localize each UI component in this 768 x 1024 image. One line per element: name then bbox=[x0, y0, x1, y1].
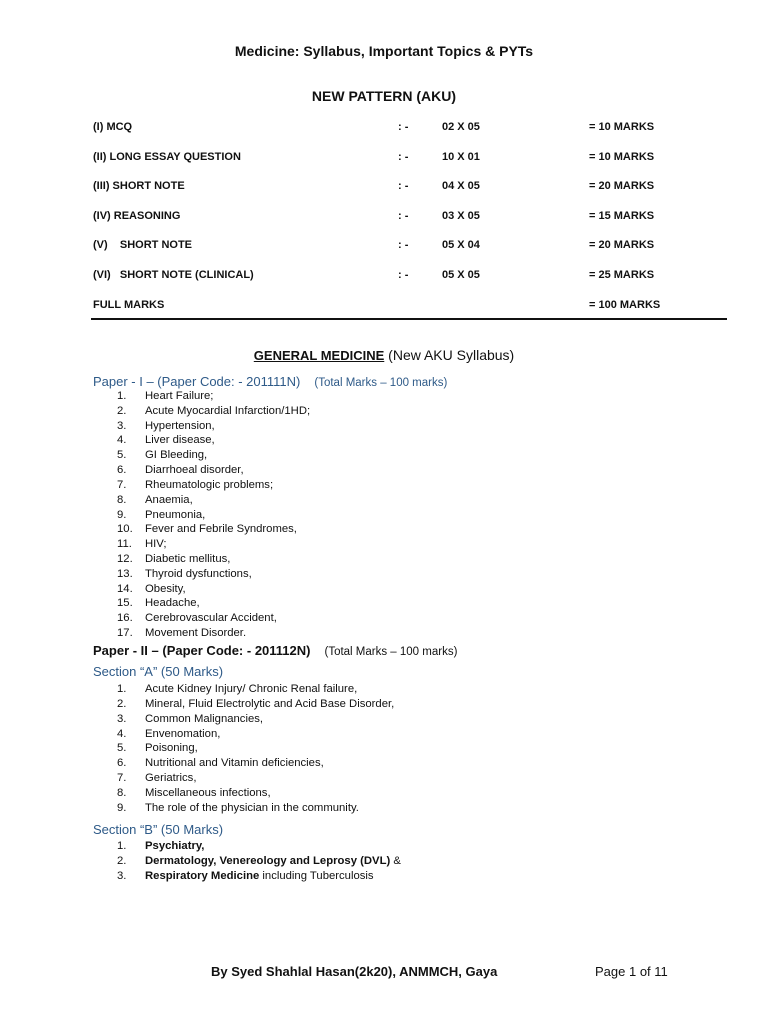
item-number: 3. bbox=[117, 869, 127, 882]
marks-table bbox=[93, 121, 733, 328]
marks-colon: : - bbox=[398, 268, 409, 281]
item-number: 10. bbox=[117, 523, 133, 536]
list-item bbox=[117, 389, 310, 404]
item-number: 9. bbox=[117, 508, 127, 521]
marks-formula: 03 X 05 bbox=[442, 209, 480, 222]
page-number: Page 1 of 11 bbox=[595, 964, 668, 979]
item-number: 1. bbox=[117, 840, 127, 852]
item-text: Cerebrovascular Accident, bbox=[145, 612, 277, 625]
item-text-bold: Psychiatry, bbox=[145, 840, 205, 852]
pattern-title: NEW PATTERN (AKU) bbox=[311, 88, 457, 104]
list-item bbox=[117, 537, 310, 552]
marks-result: = 10 MARKS bbox=[589, 121, 655, 133]
list-item bbox=[117, 463, 310, 478]
marks-colon: : - bbox=[398, 239, 409, 252]
item-number: 3. bbox=[117, 419, 127, 432]
item-text: Thyroid dysfunctions, bbox=[145, 567, 252, 580]
paper2-marks: (Total Marks – 100 marks) bbox=[324, 646, 458, 658]
marks-result: = 25 MARKS bbox=[589, 268, 655, 281]
paper2-title: Paper - II – (Paper Code: - 201112N) bbox=[93, 643, 311, 658]
item-text bbox=[145, 854, 401, 869]
item-text: Nutritional and Vitamin deficiencies, bbox=[145, 757, 324, 770]
general-medicine-heading bbox=[0, 347, 768, 363]
list-item bbox=[117, 433, 310, 448]
marks-result: = 10 MARKS bbox=[589, 150, 655, 163]
horizontal-divider bbox=[91, 318, 727, 320]
marks-formula: 02 X 05 bbox=[442, 121, 480, 133]
marks-row bbox=[93, 180, 733, 210]
item-number: 2. bbox=[117, 697, 127, 710]
marks-label: FULL MARKS bbox=[93, 298, 165, 311]
marks-result: = 15 MARKS bbox=[589, 209, 655, 222]
marks-total-row bbox=[93, 299, 733, 329]
marks-row bbox=[93, 121, 733, 151]
item-number: 7. bbox=[117, 478, 127, 491]
marks-result: = 20 MARKS bbox=[589, 180, 655, 193]
list-item bbox=[117, 801, 394, 816]
list-item bbox=[117, 596, 310, 611]
item-number: 2. bbox=[117, 404, 127, 417]
item-number: 15. bbox=[117, 597, 133, 610]
item-number: 6. bbox=[117, 757, 127, 770]
list-item bbox=[117, 712, 394, 727]
item-text: Diabetic mellitus, bbox=[145, 552, 231, 565]
list-item bbox=[117, 626, 310, 641]
list-item bbox=[117, 552, 310, 567]
item-text: Fever and Febrile Syndromes, bbox=[145, 523, 297, 536]
marks-label: (III) SHORT NOTE bbox=[93, 180, 185, 193]
marks-formula: 04 X 05 bbox=[442, 180, 480, 193]
item-number: 6. bbox=[117, 464, 127, 477]
item-text: Rheumatologic problems; bbox=[145, 478, 274, 491]
item-text: HIV; bbox=[145, 538, 167, 551]
item-number: 12. bbox=[117, 552, 133, 565]
marks-row bbox=[93, 151, 733, 181]
list-item bbox=[117, 771, 394, 786]
item-number: 5. bbox=[117, 742, 127, 755]
marks-label: (V) SHORT NOTE bbox=[93, 239, 192, 252]
list-item bbox=[117, 869, 401, 884]
general-medicine-title: GENERAL MEDICINE bbox=[253, 348, 385, 363]
item-text: Miscellaneous infections, bbox=[145, 786, 271, 799]
section-a-topic-list bbox=[117, 682, 394, 816]
item-text: Acute Myocardial Infarction/1HD; bbox=[145, 404, 311, 417]
section-b-topic-list bbox=[117, 839, 401, 884]
paper1-topic-list bbox=[117, 389, 310, 641]
list-item bbox=[117, 419, 310, 434]
item-number: 4. bbox=[117, 727, 127, 740]
item-text-bold: Dermatology, Venereology and Leprosy (DVL) bbox=[145, 854, 391, 867]
marks-formula: 05 X 05 bbox=[442, 268, 480, 281]
item-number: 2. bbox=[117, 854, 127, 867]
item-text: Envenomation, bbox=[145, 727, 221, 740]
list-item bbox=[117, 611, 310, 626]
marks-colon: : - bbox=[398, 150, 409, 163]
item-text: Heart Failure; bbox=[145, 390, 214, 402]
marks-label: (II) LONG ESSAY QUESTION bbox=[93, 150, 241, 163]
item-number: 17. bbox=[117, 627, 133, 639]
item-number: 1. bbox=[117, 390, 127, 402]
item-text: GI Bleeding, bbox=[145, 449, 208, 462]
list-item bbox=[117, 839, 401, 854]
paper1-marks: (Total Marks – 100 marks) bbox=[314, 377, 448, 389]
general-medicine-suffix: (New AKU Syllabus) bbox=[384, 347, 515, 363]
document-title: Medicine: Syllabus, Important Topics & PYTs bbox=[234, 43, 534, 59]
item-text: Common Malignancies, bbox=[145, 712, 264, 725]
item-text bbox=[145, 839, 204, 854]
list-item bbox=[117, 448, 310, 463]
item-number: 5. bbox=[117, 449, 127, 462]
marks-colon: : - bbox=[398, 121, 409, 133]
item-number: 8. bbox=[117, 786, 127, 799]
item-number: 14. bbox=[117, 582, 133, 595]
section-a-heading: Section “A” (50 Marks) bbox=[93, 664, 224, 679]
list-item bbox=[117, 786, 394, 801]
list-item bbox=[117, 404, 310, 419]
list-item bbox=[117, 682, 394, 697]
marks-formula: 10 X 01 bbox=[442, 150, 480, 163]
paper1-heading bbox=[93, 374, 447, 389]
item-number: 1. bbox=[117, 683, 127, 695]
marks-row bbox=[93, 239, 733, 269]
marks-label: (VI) SHORT NOTE (CLINICAL) bbox=[93, 268, 254, 281]
item-text: Mineral, Fluid Electrolytic and Acid Base Disorder, bbox=[145, 697, 395, 710]
list-item bbox=[117, 567, 310, 582]
item-number: 8. bbox=[117, 493, 127, 506]
item-text-rest: including Tuberculosis bbox=[259, 869, 374, 882]
item-text: Hypertension, bbox=[145, 419, 215, 432]
item-text: Liver disease, bbox=[145, 434, 215, 447]
list-item bbox=[117, 697, 394, 712]
paper1-title: Paper - I – (Paper Code: - 201111N) bbox=[93, 374, 301, 389]
marks-result: = 20 MARKS bbox=[589, 239, 655, 252]
list-item bbox=[117, 727, 394, 742]
item-text: Acute Kidney Injury/ Chronic Renal failure, bbox=[145, 683, 358, 695]
item-text: Headache, bbox=[145, 597, 200, 610]
item-text: Geriatrics, bbox=[145, 772, 197, 785]
list-item bbox=[117, 493, 310, 508]
list-item bbox=[117, 522, 310, 537]
item-number: 4. bbox=[117, 434, 127, 447]
marks-colon: : - bbox=[398, 209, 409, 222]
marks-colon: : - bbox=[398, 180, 409, 193]
item-text-bold: Respiratory Medicine bbox=[145, 869, 260, 882]
item-number: 13. bbox=[117, 567, 133, 580]
marks-row bbox=[93, 269, 733, 299]
item-number: 16. bbox=[117, 612, 133, 625]
item-text: Pneumonia, bbox=[145, 508, 206, 521]
item-text bbox=[145, 869, 374, 884]
paper2-heading bbox=[93, 643, 457, 658]
marks-label: (I) MCQ bbox=[93, 121, 133, 133]
item-text: Poisoning, bbox=[145, 742, 198, 755]
list-item bbox=[117, 508, 310, 523]
list-item bbox=[117, 741, 394, 756]
item-text: Anaemia, bbox=[145, 493, 193, 506]
item-number: 11. bbox=[117, 538, 132, 551]
item-text-rest: & bbox=[390, 854, 401, 867]
list-item bbox=[117, 854, 401, 869]
marks-formula: 05 X 04 bbox=[442, 239, 480, 252]
item-number: 7. bbox=[117, 772, 127, 785]
marks-label: (IV) REASONING bbox=[93, 209, 181, 222]
list-item bbox=[117, 582, 310, 597]
marks-result: = 100 MARKS bbox=[589, 298, 661, 311]
item-text: Diarrhoeal disorder, bbox=[145, 464, 244, 477]
footer-author: By Syed Shahlal Hasan(2k20), ANMMCH, Gaya bbox=[211, 964, 498, 979]
list-item bbox=[117, 756, 394, 771]
marks-row bbox=[93, 210, 733, 240]
item-number: 9. bbox=[117, 801, 127, 814]
list-item bbox=[117, 478, 310, 493]
item-number: 3. bbox=[117, 712, 127, 725]
item-text: The role of the physician in the community. bbox=[145, 801, 359, 814]
section-b-heading: Section “B” (50 Marks) bbox=[93, 822, 224, 837]
item-text: Movement Disorder. bbox=[145, 627, 247, 639]
item-text: Obesity, bbox=[145, 582, 186, 595]
